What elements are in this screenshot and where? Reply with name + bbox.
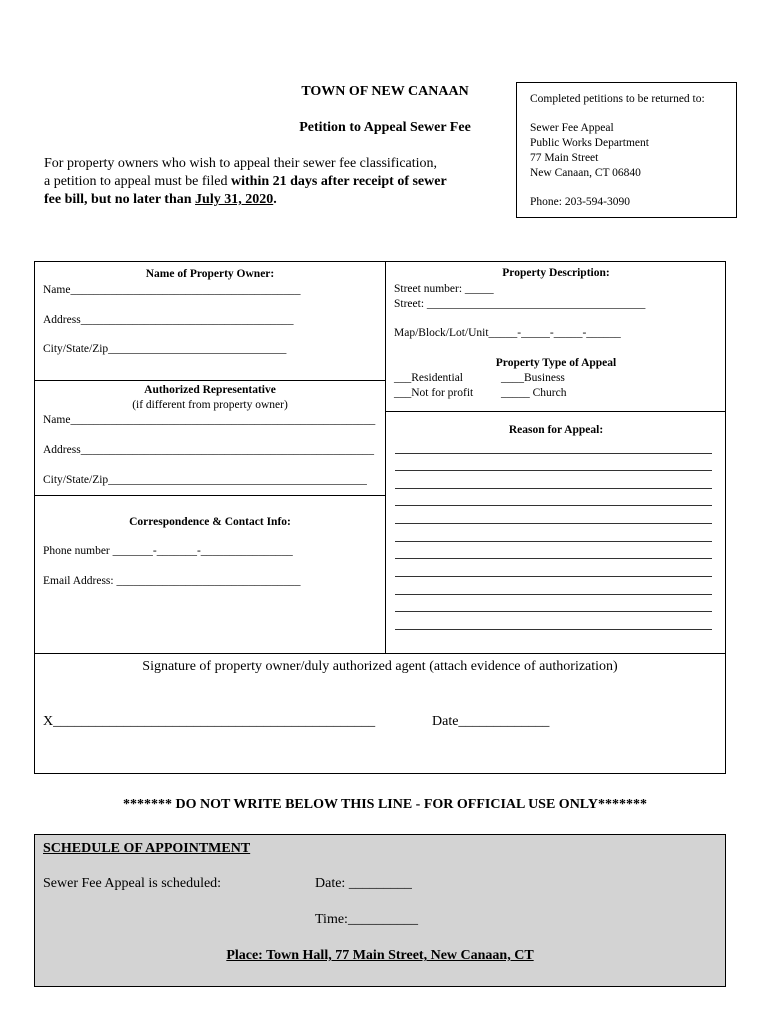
reason-line-5[interactable] <box>395 523 712 524</box>
signature-x-field[interactable]: X______________________________________________ <box>43 714 376 729</box>
intro-line-1: For property owners who wish to appeal their sewer fee classification, <box>44 156 438 171</box>
signature-divider <box>34 653 726 654</box>
town-title: TOWN OF NEW CANAAN <box>301 84 469 99</box>
street-field[interactable]: Street: ______________________________________ <box>394 298 646 310</box>
map-block-lot-field[interactable]: Map/Block/Lot/Unit_____-_____-_____-______ <box>394 327 621 339</box>
owner-city-field[interactable]: City/State/Zip_______________________________ <box>43 343 287 355</box>
official-use-notice: ******* DO NOT WRITE BELOW THIS LINE - FOR OFFICIAL USE ONLY******* <box>123 797 647 812</box>
property-heading: Property Description: <box>502 267 610 279</box>
representative-address-field[interactable]: Address___________________________________________________ <box>43 444 374 456</box>
reason-heading: Reason for Appeal: <box>508 424 604 436</box>
return-box-title: Completed petitions to be returned to: <box>530 93 705 105</box>
reason-line-11[interactable] <box>395 629 712 630</box>
form-subtitle: Petition to Appeal Sewer Fee <box>299 120 471 135</box>
intro-paragraph <box>44 155 494 209</box>
representative-heading: Authorized Representative <box>144 384 276 396</box>
church-option[interactable]: _____ Church <box>501 387 567 399</box>
representative-name-field[interactable]: Name_____________________________________________________ <box>43 414 376 426</box>
representative-city-field[interactable]: City/State/Zip_____________________________________________ <box>43 474 367 486</box>
return-line-3: 77 Main Street <box>530 152 599 164</box>
reason-line-8[interactable] <box>395 576 712 577</box>
contact-heading: Correspondence & Contact Info: <box>129 516 291 528</box>
reason-line-7[interactable] <box>395 558 712 559</box>
intro-line-2: a petition to appeal must be filed within 21 days after receipt of sewer <box>44 174 447 189</box>
phone-number-field[interactable]: Phone number _______-_______-________________ <box>43 545 293 557</box>
reason-line-2[interactable] <box>395 470 712 471</box>
deadline-date: July 31, 2020 <box>195 192 274 207</box>
return-line-4: New Canaan, CT 06840 <box>530 167 641 179</box>
intro-line-3: fee bill, but no later than July 31, 2020. <box>44 192 277 207</box>
schedule-heading: SCHEDULE OF APPOINTMENT <box>43 841 251 856</box>
schedule-text: Sewer Fee Appeal is scheduled: <box>43 876 222 891</box>
business-option[interactable]: ____Business <box>501 372 565 384</box>
return-line-2: Public Works Department <box>530 137 649 149</box>
reason-line-9[interactable] <box>395 594 712 595</box>
schedule-time-field: Time:__________ <box>315 912 418 927</box>
column-divider <box>385 261 386 654</box>
reason-line-3[interactable] <box>395 488 712 489</box>
property-type-heading: Property Type of Appeal <box>495 357 617 369</box>
return-address-box <box>516 82 737 218</box>
reason-line-10[interactable] <box>395 611 712 612</box>
email-address-field[interactable]: Email Address: ________________________________ <box>43 575 301 587</box>
residential-option[interactable]: ___Residential <box>394 372 463 384</box>
not-for-profit-option[interactable]: ___Not for profit <box>394 387 474 399</box>
signature-date-field[interactable]: Date_____________ <box>432 714 550 729</box>
return-phone: Phone: 203-594-3090 <box>530 196 630 208</box>
street-number-field[interactable]: Street number: _____ <box>394 283 494 295</box>
reason-divider <box>386 411 726 412</box>
schedule-date-field: Date: _________ <box>315 876 412 891</box>
return-line-1: Sewer Fee Appeal <box>530 122 614 134</box>
reason-line-6[interactable] <box>395 541 712 542</box>
signature-instruction: Signature of property owner/duly authorized agent (attach evidence of authorization) <box>142 659 618 674</box>
reason-line-4[interactable] <box>395 505 712 506</box>
owner-name-field[interactable]: Name________________________________________ <box>43 284 301 296</box>
owner-address-field[interactable]: Address_____________________________________ <box>43 314 294 326</box>
schedule-place: Place: Town Hall, 77 Main Street, New Canaan, CT <box>226 948 534 963</box>
representative-subheading: (if different from property owner) <box>132 399 288 411</box>
owner-heading: Name of Property Owner: <box>145 268 275 280</box>
reason-line-1[interactable] <box>395 453 712 454</box>
